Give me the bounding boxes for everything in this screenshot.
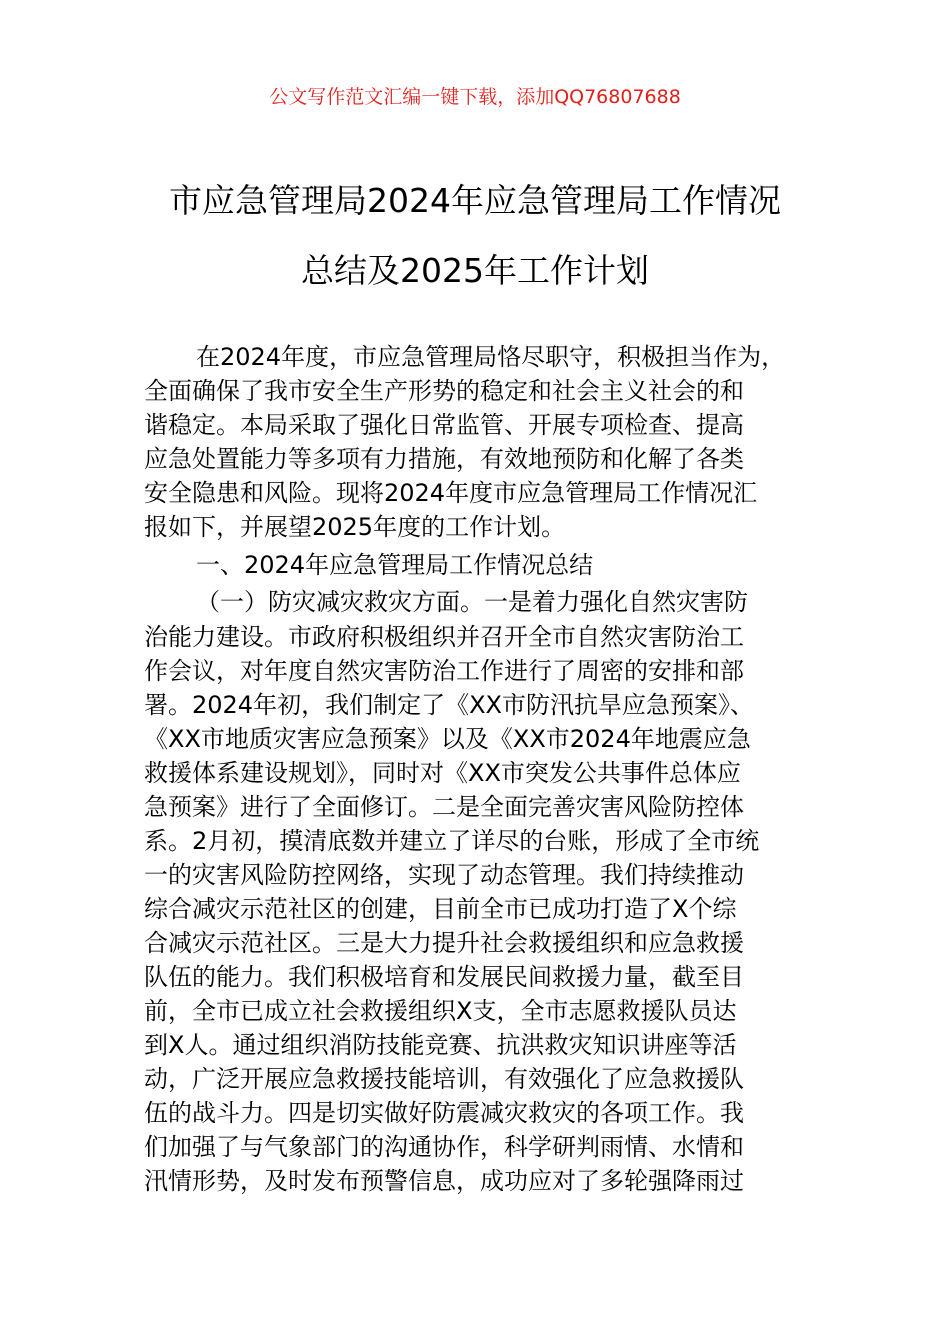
- paragraph-line: 到X人。通过组织消防技能竞赛、抗洪救灾知识讲座等活: [144, 1031, 737, 1059]
- paragraph-line: 队伍的能力。我们积极培育和发展民间救援力量，截至目: [144, 963, 744, 991]
- page-title-line-2: 总结及2025年工作计划: [301, 251, 649, 290]
- paragraph-line: 前，全市已成立社会救援组织X支，全市志愿救援队员达: [144, 997, 737, 1025]
- paragraph-line: 伍的战斗力。四是切实做好防震减灾救灾的各项工作。我: [144, 1099, 744, 1127]
- paragraph-line: （一）防灾减灾救灾方面。一是着力强化自然灾害防: [196, 588, 748, 616]
- paragraph-line: 汛情形势，及时发布预警信息，成功应对了多轮强降雨过: [144, 1167, 744, 1195]
- paragraph-line: 合减灾示范社区。三是大力提升社会救援组织和应急救援: [144, 929, 744, 957]
- download-banner: 公文写作范文汇编一键下载，添加QQ76807688: [269, 86, 681, 108]
- page-title-line-1: 市应急管理局2024年应急管理局工作情况: [169, 181, 781, 220]
- paragraph-line: 急预案》进行了全面修订。二是全面完善灾害风险防控体: [144, 793, 744, 821]
- paragraph-line: 救援体系建设规划》，同时对《XX市突发公共事件总体应: [144, 759, 741, 787]
- paragraph-line: 全面确保了我市安全生产形势的稳定和社会主义社会的和: [144, 377, 744, 405]
- paragraph-line: 动，广泛开展应急救援技能培训，有效强化了应急救援队: [144, 1065, 744, 1093]
- section-heading: 一、2024年应急管理局工作情况总结: [196, 551, 594, 579]
- paragraph-line: 一的灾害风险防控网络，实现了动态管理。我们持续推动: [144, 861, 744, 889]
- paragraph-line: 安全隐患和风险。现将2024年度市应急管理局工作情况汇: [144, 479, 758, 507]
- paragraph-line: 系。2月初，摸清底数并建立了详尽的台账，形成了全市统: [144, 827, 760, 855]
- paragraph-line: 综合减灾示范社区的创建，目前全市已成功打造了X个综: [144, 895, 737, 923]
- paragraph-line: 应急处置能力等多项有力措施，有效地预防和化解了各类: [144, 445, 744, 473]
- paragraph-line: 署。2024年初，我们制定了《XX市防汛抗旱应急预案》、: [144, 691, 754, 719]
- paragraph-line: 《XX市地质灾害应急预案》以及《XX市2024年地震应急: [144, 725, 751, 753]
- paragraph-line: 报如下，并展望2025年度的工作计划。: [144, 513, 566, 541]
- paragraph-line: 作会议，对年度自然灾害防治工作进行了周密的安排和部: [144, 657, 744, 685]
- paragraph-line: 治能力建设。市政府积极组织并召开全市自然灾害防治工: [144, 623, 744, 651]
- paragraph-line: 们加强了与气象部门的沟通协作，科学研判雨情、水情和: [144, 1133, 744, 1161]
- paragraph-line: 在2024年度，市应急管理局恪尽职守，积极担当作为，: [196, 343, 786, 371]
- paragraph-line: 谐稳定。本局采取了强化日常监管、开展专项检查、提高: [144, 411, 744, 439]
